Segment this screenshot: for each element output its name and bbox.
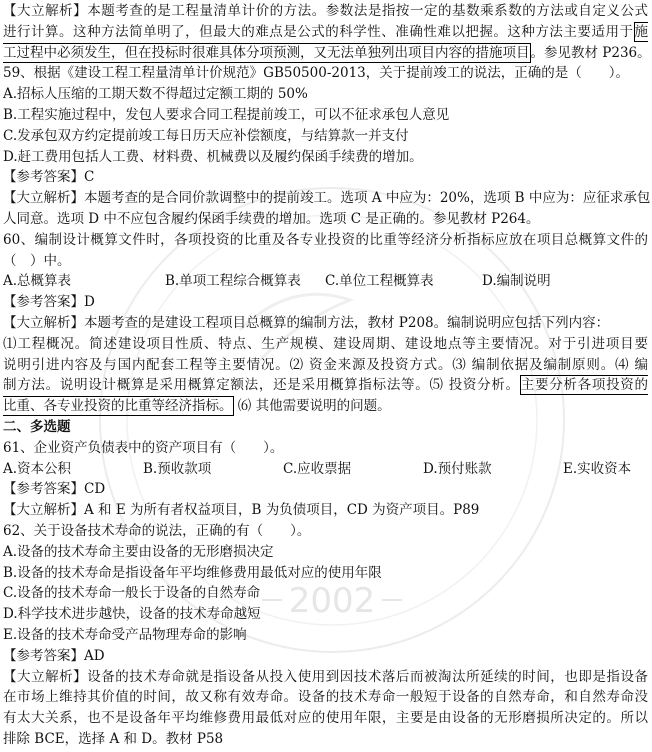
q62-analysis-line-1 <box>0 667 652 688</box>
answer-tag: 【参考答案】 <box>3 647 84 664</box>
analysis-text: 进行计算。这种方法简单明了，但最大的难点是公式的科学性、准确性难以把握。这种方法主要适用于 <box>3 23 634 40</box>
q61-options-row <box>0 459 652 480</box>
q58-analysis-line-3 <box>0 43 652 64</box>
q60-options-row <box>0 271 652 292</box>
boxed-highlight: 比重、各专业投资的比重等经济指标。 <box>3 398 233 415</box>
q61-answer <box>0 479 652 500</box>
document-page <box>0 1 652 751</box>
q61-option-a: A.资本公积 <box>3 460 72 477</box>
analysis-tag: 【大立解析】 <box>3 190 84 207</box>
analysis-tag: 【大立解析】 <box>3 314 84 331</box>
q61-stem: 61、企业资产负债表中的资产项目有（ ）。 <box>3 439 284 456</box>
q62-option-b: B.设备的技术寿命是指设备年平均维修费用最低对应的使用年限 <box>3 564 382 581</box>
q61-analysis <box>0 500 652 521</box>
boxed-highlight: 主要分析各项投资的 <box>520 377 649 394</box>
q60-analysis-line-1 <box>0 313 652 334</box>
section-title: 二、多选题 <box>3 418 71 435</box>
q60-stem-line-1: 60、编制设计概算文件时，各项投资的比重及各专业投资的比重等经济分析指标应放在项目总概算文件的 <box>3 231 648 248</box>
q58-analysis-line-2 <box>0 22 652 43</box>
q62-option-c: C.设备的技术寿命一般长于设备的自然寿命 <box>3 585 261 602</box>
answer-value: CD <box>84 481 106 498</box>
q59-option-b: B.工程实施过程中，发包人要求合同工程提前竣工，可以不征求承包人意见 <box>3 106 450 123</box>
q62-option-d: D.科学技术进步越快，设备的技术寿命越短 <box>3 606 261 623</box>
q58-analysis-line-1 <box>0 1 652 22</box>
q60-option-a: A.总概算表 <box>3 273 72 290</box>
analysis-text: A 和 E 为所有者权益项目，B 为负债项目，CD 为资产项目。P89 <box>84 502 480 519</box>
q60-option-d: D.编制说明 <box>482 273 551 290</box>
q59-answer <box>0 167 652 188</box>
q59-analysis-line-1 <box>0 188 652 209</box>
answer-value: D <box>84 294 95 311</box>
q60-analysis-line-3: 说明引进内容及与国内配套工程等主要情况。⑵ 资金来源及投资方式。⑶ 编制依据及编制原则。⑷ 编 <box>3 356 648 373</box>
analysis-text: 本题考查的是建设工程项目总概算的编制方法，教材 P208。编制说明应包括下列内容： <box>84 314 610 331</box>
analysis-tag: 【大立解析】 <box>3 668 88 685</box>
q61-option-e: E.实收资本 <box>563 460 632 477</box>
answer-tag: 【参考答案】 <box>3 169 84 186</box>
analysis-text: 本题考查的是合同价款调整中的提前竣工。选项 A 中应为：20%，选项 B 中应为：应征求承包 <box>84 190 651 207</box>
analysis-tag: 【大立解析】 <box>3 3 88 19</box>
q61-option-b: B.预收款项 <box>143 460 212 477</box>
analysis-text: 制方法。说明设计概算是采用概算定额法，还是采用概算指标法等。⑸ 投资分析。 <box>3 377 520 394</box>
answer-tag: 【参考答案】 <box>3 481 84 498</box>
q59-stem: 59、根据《建设工程工程量清单计价规范》GB50500-2013，关于提前竣工的说法，正确的是（ ）。 <box>3 65 629 82</box>
q62-option-e: E.设备的技术寿命受产品物理寿命的影响 <box>3 626 247 643</box>
q60-analysis-line-4 <box>0 375 652 396</box>
q61-option-d: D.预付账款 <box>423 460 492 477</box>
answer-tag: 【参考答案】 <box>3 294 84 311</box>
q60-answer <box>0 292 652 313</box>
analysis-text: 。参见教材 P236。 <box>530 44 651 61</box>
answer-value: C <box>84 169 95 186</box>
answer-value: AD <box>84 647 105 664</box>
q62-analysis-line-3: 有太大关系，也不是设备年平均维修费用最低对应的使用年限，主要是由设备的无形磨损所决定的。所以 <box>3 710 648 727</box>
q60-analysis-line-2: ⑴工程概况。简述建设项目性质、特点、生产规模、建设周期、建设地点等主要情况。对于引进项目要 <box>3 335 648 352</box>
analysis-text: ⑹ 其他需要说明的问题。 <box>233 398 391 415</box>
q60-option-b: B.单项工程综合概算表 <box>165 273 301 290</box>
boxed-highlight: 工过程中必须发生，但在投标时很难具体分项预测，又无法单独列出项目内容的措施项目 <box>3 44 530 61</box>
q62-stem: 62、关于设备技术寿命的说法，正确的有（ ）。 <box>3 522 311 539</box>
watermark-year: 2002 <box>288 581 376 621</box>
q62-analysis-line-4: 排除 BCE，选择 A 和 D。教材 P58 <box>3 730 224 747</box>
boxed-highlight: 施 <box>634 23 648 40</box>
q59-option-a: A.招标人压缩的工期天数不得超过定额工期的 50% <box>3 86 308 103</box>
analysis-text: 本题考查的是工程量清单计价的方法。参数法是指按一定的基数乘系数的方法或自定义公式 <box>87 3 649 19</box>
q61-option-c: C.应收票据 <box>283 460 352 477</box>
q59-analysis-line-2: 人同意。选项 D 中不应包含履约保函手续费的增加。选项 C 是正确的。参见教材 P264。 <box>3 210 540 227</box>
q60-option-c: C.单位工程概算表 <box>325 273 434 290</box>
q62-option-a: A.设备的技术寿命主要由设备的无形磨损决定 <box>3 543 274 560</box>
q62-analysis-line-2: 在市场上维持其价值的时间，故又称有效寿命。设备的技术寿命一般短于设备的自然寿命，和自然寿命没 <box>3 689 648 706</box>
q60-analysis-line-5 <box>0 396 652 417</box>
analysis-text: 设备的技术寿命就是指设备从投入使用到因技术落后而被淘汰所延续的时间，也即是指设备 <box>87 668 649 685</box>
q59-option-d: D.赶工费用包括人工费、材料费、机械费以及履约保函手续费的增加。 <box>3 148 423 165</box>
q60-stem-line-2: （ ）中。 <box>3 252 71 269</box>
q62-answer <box>0 646 652 667</box>
q59-option-c: C.发承包双方约定提前竣工每日历天应补偿额度，与结算款一并支付 <box>3 127 409 144</box>
analysis-tag: 【大立解析】 <box>3 502 84 519</box>
